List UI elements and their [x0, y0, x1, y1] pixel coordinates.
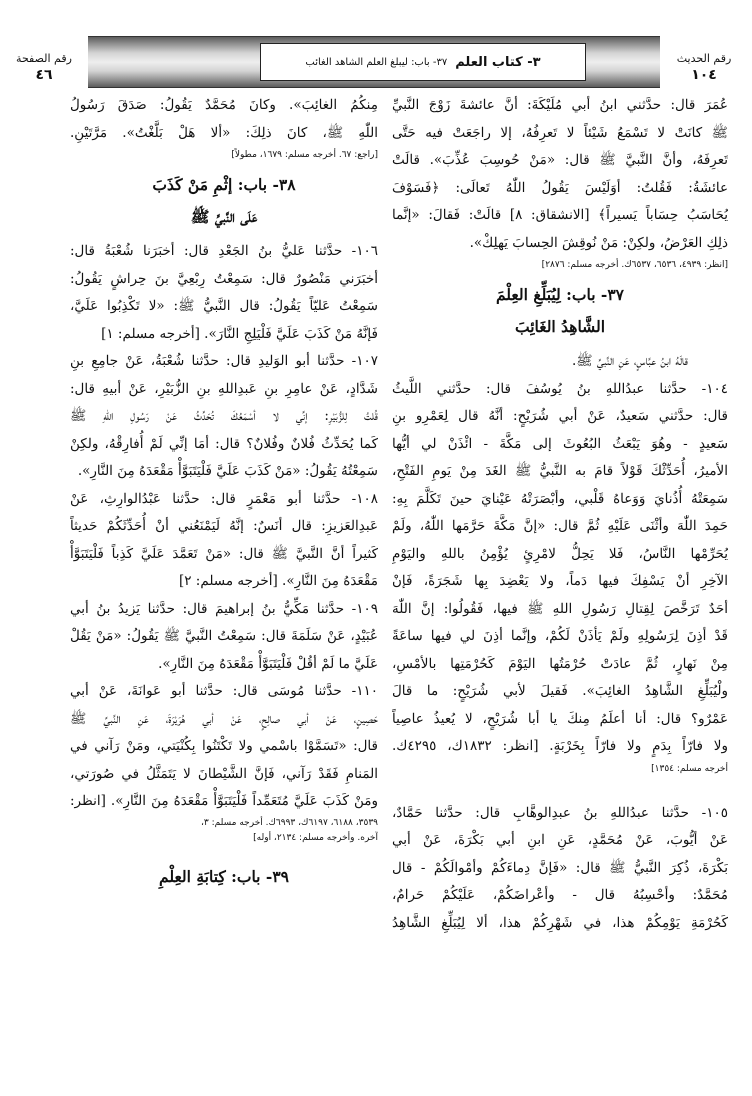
text-line: ١٠٧- حدَّثنا أبو الوَليدِ قال: حدَّثنا شُعْبَةُ، عَنْ جامِعِ بنِ: [70, 353, 378, 369]
text-line: قُلتُ لِلزُّبَيْرِ: إنِّي لا أسْمَعُكَ تُحَدِّثُ عَنْ رَسُولِ اللهِ ﷺ: [70, 408, 378, 424]
text-line: ومَنْ كَذَبَ عَلَيَّ مُتَعَمِّداً فَلْيَتَبَوَّأْ مَقْعَدَهُ مِنَ النَّارِ». [انظر:: [70, 793, 378, 809]
hadith-number-label: رقم الحديث: [676, 51, 732, 65]
spacer: [392, 778, 728, 800]
text-line: شَدَّادٍ، عَنْ عامِرِ بنِ عَبدِاللهِ بنِ الزُّبَيْرِ، عَنْ أبيهِ قال:: [70, 380, 378, 397]
hadith-108: [70, 486, 378, 596]
spacer: [70, 846, 378, 856]
text-line: عَبدِالعَزيزِ: قال أنَسٌ: إنَّهُ لَيَمْنَعُني أنْ أُحَدِّثَكُمْ حَديثاً: [70, 518, 378, 534]
text-line: الآخِرِ أنْ يَسْفِكَ فيها دَماً، ولا يَعْضِدَ بِها شَجَرَةً، فَإنْ: [392, 573, 728, 589]
text-line: قَدْ أذِنَ لِرَسُولِهِ ولَمْ يَأذَنْ لَكُمْ، وإنَّما أذِنَ لي فيها ساعَةً: [392, 628, 728, 644]
text-line: عَمْرٌو؟ قال: أنا أعلَمُ مِنكَ يا أبا شُرَيْحٍ، لا يُعيذُ عاصِياً: [392, 710, 728, 727]
text-line: ١٠٨- حدَّثنا أبو مَعْمَرٍ قال: حدَّثنا عَبْدُالوارِثِ، عَنْ: [70, 490, 378, 507]
text-line: مِنْ نَهارٍ، ثُمَّ عادَتْ حُرْمَتُها اليَوْمَ كَحُرْمَتِها بالأمْسِ،: [392, 655, 728, 672]
paragraph-105-continued: [70, 92, 378, 164]
chapter-title: ٣٧- باب: ليبلغ العلم الشاهد الغائب: [305, 56, 448, 68]
text-line: سَمِعَتْهُ أُذُنايَ وَوَعاهُ قَلْبي، وأبْصَرَتْهُ عَيْنايَ حينَ تَكَلَّمَ بِهِ:: [392, 490, 728, 507]
text-line: كَما يُحَدِّثُ فُلانٌ وفُلانٌ؟ قال: أمَا إنِّي لَمْ أُفارِقْهُ، ولكِنْ: [70, 435, 378, 452]
hadith-109: [70, 596, 378, 679]
text-line: بَكْرَةَ، ذُكِرَ النَّبيُّ ﷺ قال: «فَإنَّ دِماءَكُمْ وأمْوالَكُمْ - قال: [392, 859, 728, 876]
left-column: [70, 92, 378, 1088]
text-line: يُحَاسَبُ حِسَاباً يَسيراً﴾ [الانشقاق: ٨] قالَتْ: فَقالَ: «إنَّما: [392, 207, 728, 223]
chapter-39-heading: ٣٩- باب: كِتابَةِ العِلْمِ: [159, 866, 289, 886]
text-line: أحَدٌ تَرَخَّصَ لِقِتالِ رَسُولِ اللهِ ﷺ فيها، فَقُولُوا: إنَّ اللّٰهَ: [392, 600, 728, 617]
hadith-110: [70, 678, 378, 846]
text-line: عَنْ أيُّوبَ، عَنْ مُحَمَّدٍ، عَنِ ابنِ أبي بَكْرَةَ، عَنْ أبي: [392, 832, 728, 848]
text-line: الأميرُ، أُحَدِّثْكَ قَوْلاً قامَ به النَّبيُّ ﷺ الغَدَ مِنْ يَومِ الفَتْحِ،: [392, 463, 728, 479]
text-line: يُحَرِّمْها النَّاسُ، فَلا يَحِلُّ لامْرِئٍ يُؤْمِنُ باللهِ واليَوْمِ: [392, 545, 728, 562]
text-line: ﷺ كانَتْ لا تَسْمَعُ شَيْئاً لا تَعرِفُهُ، إلا راجَعَتْ فيه حَتَّى: [392, 124, 728, 141]
text-line: سَعيدٍ - وهُوَ يَبْعَثُ البُعُوثَ إلى مَكَّةَ - ائْذَنْ لي أيُّها: [392, 435, 728, 452]
page-number-box: [4, 44, 84, 90]
text-line: مُحَمَّدٌ: وأحْسِبُهُ قال - وأعْراضَكُمْ، عَلَيْكُمْ حَرامٌ،: [392, 887, 728, 903]
text-line: ذلِكِ العَرْضُ، ولكِنْ: مَنْ نُوقِشَ الحِسابَ يَهلِكْ».: [469, 234, 728, 251]
text-line: تَعرِفَهُ، وأنَّ النَّبيَّ ﷺ قال: «مَنْ حُوسِبَ عُذِّبَ». قالَتْ: [392, 152, 728, 168]
text-line: ١٠٥- حدَّثنا عبدُاللهِ بنُ عبدِالوهَّابِ قال: حدَّثنا حَمَّادٌ،: [392, 804, 728, 821]
text-line: ولْيُبَلِّغِ الشَّاهِدُ الغائِبَ». فَقيلَ لأبي شُرَيْحٍ: ما قالَ: [392, 683, 728, 699]
text-line: المَنامِ فَقَدْ رَآني، فَإنَّ الشَّيْطانَ لا يَتَمَثَّلُ في صُورَتي،: [70, 765, 378, 782]
hadith-106: [70, 238, 378, 348]
chapter-38-heading-line2: عَلَى النَّبيِّ ﷺ: [190, 207, 258, 226]
hadith-105: [392, 800, 728, 938]
chapter-37-heading-line2: الشَّاهِدُ الغَائِبَ: [514, 317, 606, 336]
header-title-box: [260, 43, 586, 81]
text-line: سَمِعْتُ عَليّاً يَقُولُ: قال النَّبيُّ ﷺ: «لا تَكْذِبُوا عَلَيَّ،: [70, 298, 378, 314]
chapter-38-heading: ٣٨- باب: إثْمِ مَنْ كَذَبَ: [152, 175, 296, 194]
reference-note: ٣٥٣٩، ٦١٨٨، ٦١٩٧ك، ٦٩٩٣ك. أخرجه مسلم: ٣،: [201, 817, 378, 828]
hadith-number: ١٠٤: [691, 66, 717, 83]
paragraph-103-continued: [392, 92, 728, 274]
text-line: حَمِدَ اللّٰهَ وأثْنَى عَلَيْهِ ثُمَّ قال: «إنَّ مَكَّةَ حَرَّمَها اللّٰهُ، ولَمْ: [392, 518, 728, 534]
hadith-107: [70, 348, 378, 486]
text-line: ١٠٩- حدَّثنا مَكِّيُّ بنُ إبراهيمَ قال: حدَّثنا يَزيدُ بنُ أبي: [70, 600, 378, 617]
text-line: عائشَةُ: فَقُلتُ: أوَلَيْسَ يَقُولُ اللّٰهُ تَعالَى: ﴿فَسَوْفَ: [392, 179, 728, 196]
text-line: فَإنَّهُ مَنْ كَذَبَ عَلَيَّ فَلْيَلِجِ النَّارَ». [أخرجه مسلم: ١]: [101, 325, 378, 342]
text-line: مَقْعَدَهُ مِنَ النَّارِ». [أخرجه مسلم: ٢]: [178, 573, 378, 589]
text-line: كَحُرْمَةِ يَوْمِكُمْ هذا، في شَهْرِكُمْ هذا، ألا لِيُبَلِّغِ الشَّاهِدُ: [392, 914, 728, 931]
page-header: [88, 36, 660, 88]
text-line: مِنكُمُ الغائِبَ». وكانَ مُحَمَّدٌ يَقُولُ: صَدَقَ رَسُولُ: [70, 97, 378, 113]
book-title: ٣- كتاب العلم: [455, 54, 541, 70]
text-line: عَلَيَّ ما لَمْ أقُلْ فَلْيَتَبَوَّأْ مَقْعَدَهُ مِنَ النَّارِ».: [158, 655, 378, 672]
hadith-number-box: [664, 44, 744, 90]
chapter-intro: قالَهُ ابنُ عبَّاسٍ، عَنِ النَّبيِّ ﷺ.: [571, 353, 688, 369]
chapter-37-heading: ٣٧- باب: لِيُبَلِّغِ العِلْمَ: [495, 285, 625, 304]
text-line: قال: حدَّثني سَعيدٌ، عَنْ أبي شُرَيْحٍ: أنَّهُ قال لِعَمْرِو بنِ: [392, 408, 728, 424]
text-line: اللّٰهِ ﷺ، كانَ ذلِكَ: «ألا هَلْ بَلَّغْتُ». مَرَّتَيْنِ.: [70, 124, 378, 141]
text-line: عُبَيْدٍ، عَنْ سَلَمَةَ قال: سَمِعْتُ النَّبيَّ ﷺ يَقُولُ: «مَنْ يَقُلْ: [70, 628, 378, 644]
text-line: سَمِعْتُهُ يَقُولُ: «مَنْ كَذَبَ عَلَيَّ فَلْيَتَبَوَّأْ مَقْعَدَهُ مِنَ النَّارِ».: [77, 463, 378, 479]
text-line: ١١٠- حدَّثنا مُوسَى قال: حدَّثنا أبو عَوانَةَ، عَنْ أبي: [70, 683, 378, 699]
text-line: ١٠٦- حدَّثنا عَليُّ بنُ الجَعْدِ قال: أخبَرَنا شُعْبَةُ قال:: [70, 243, 378, 259]
page-number: ٤٦: [35, 66, 53, 83]
reference-note: [انظر: ٤٩٣٩، ٦٥٣٦، ٦٥٣٧ك. أخرجه مسلم: ٢٨٧٦]: [541, 260, 728, 270]
text-line: عُمَرَ قال: حدَّثني ابنُ أبي مُلَيْكَةَ: أنَّ عائشةَ زَوْجَ النَّبيِّ: [392, 97, 728, 113]
text-line: ولا فارّاً بِدَمٍ ولا فارّاً بِخَرْبَةٍ. [انظر: ١٨٣٢ك، ٤٢٩٥ك.: [392, 738, 728, 754]
text-line: أخبَرَني مَنْصُورٌ قال: سَمِعْتُ رِبْعِيَّ بنَ حِراشٍ يَقُولُ:: [70, 270, 378, 287]
reference-note: أخرجه مسلم: ١٣٥٤]: [651, 763, 728, 774]
right-column: [392, 92, 728, 1088]
page-number-label: رقم الصفحة: [16, 51, 72, 65]
reference-note: [راجع: ٦٧. أخرجه مسلم: ١٦٧٩، مطولاً]: [231, 150, 378, 160]
reference-note: آخره. وأخرجه مسلم: ٢١٣٤، أوله]: [253, 832, 378, 843]
text-line: قال: «تَسَمَّوْا باسْمي ولا تَكْتَنُوا بِكُنْيَتي، ومَنْ رَآني في: [70, 738, 378, 754]
text-line: حَصِينٍ، عَنْ أبي صالِحٍ، عَنْ أبي هُرَيْرَةَ، عَنِ النَّبيِّ ﷺ: [70, 710, 378, 727]
text-line: ١٠٤- حدَّثنا عبدُاللهِ بنُ يُوسُفَ قال: حدَّثني اللَّيثُ: [392, 380, 728, 397]
text-line: كَثيراً أنَّ النَّبيَّ ﷺ قال: «مَنْ تَعَمَّدَ عَلَيَّ كَذِباً فَلْيَتَبَوَّأْ: [70, 545, 378, 562]
hadith-104: [392, 376, 728, 778]
